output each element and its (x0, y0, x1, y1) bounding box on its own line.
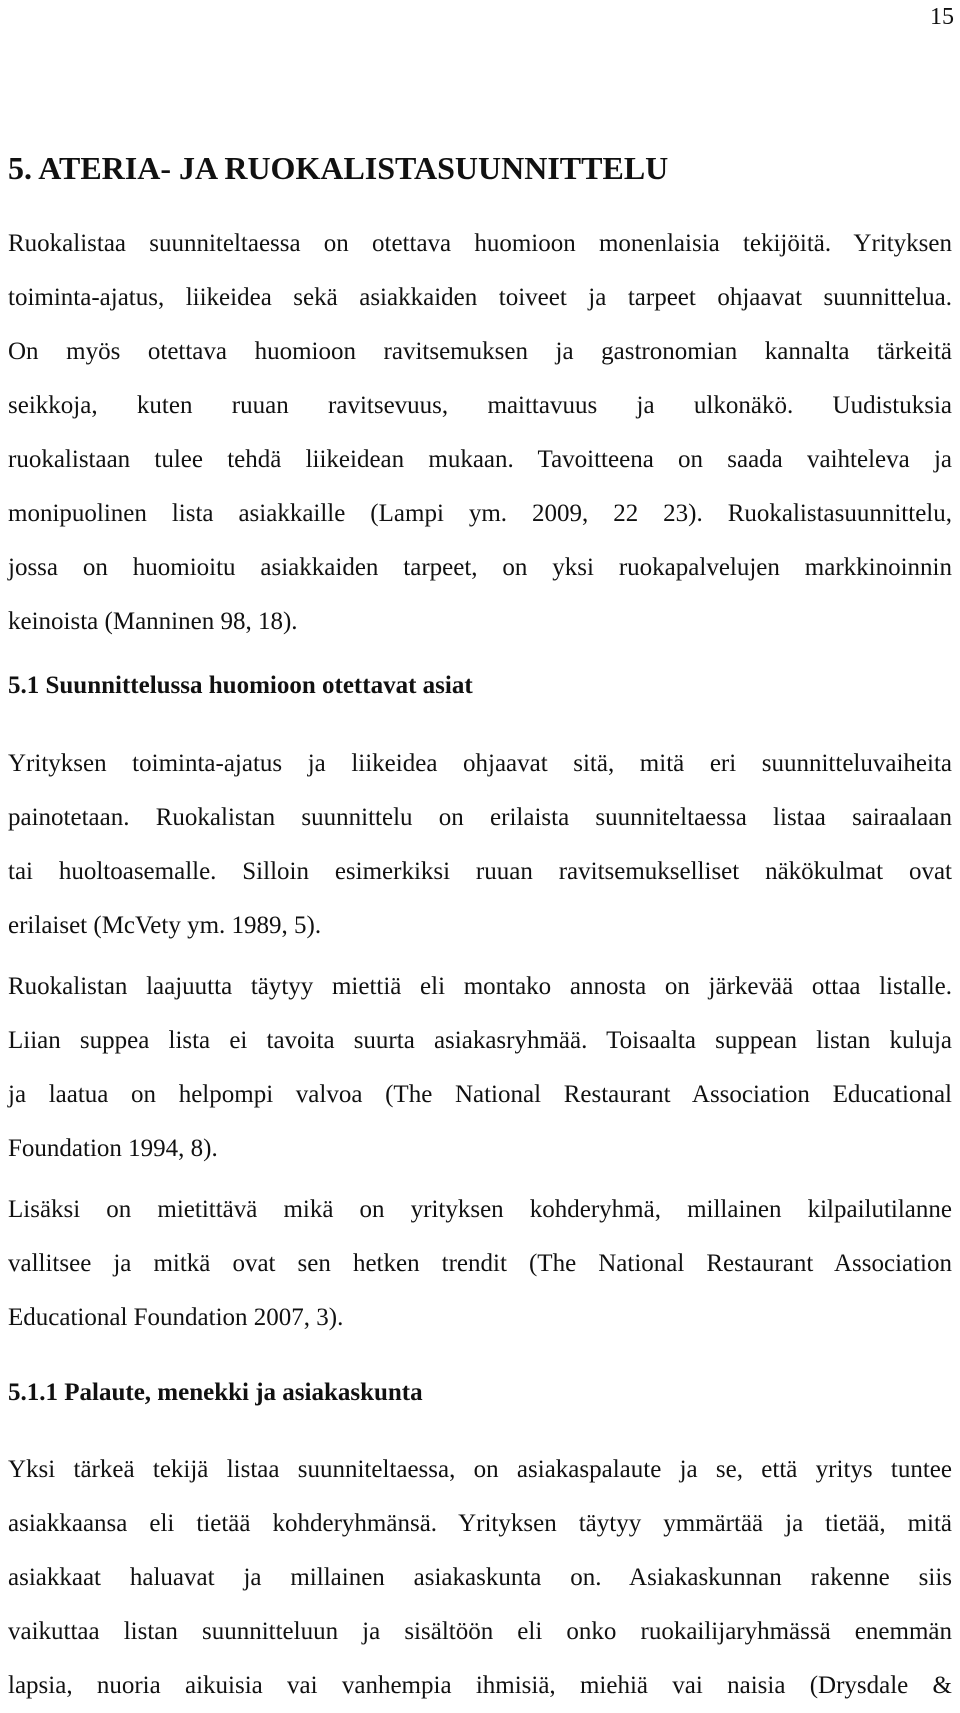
text-line: tai huoltoasemalle. Silloin esimerkiksi ruuan ravitsemukselliset näkökulmat ovat (8, 858, 952, 885)
text-line: erilaiset (McVety ym. 1989, 5). (8, 912, 322, 939)
text-line: ruokalistaan tulee tehdä liikeidean mukaan. Tavoitteena on saada vaihteleva ja (8, 446, 952, 473)
text-line: vallitsee ja mitkä ovat sen hetken trendit (The National Restaurant Association (8, 1250, 952, 1277)
text-line: asiakkaat haluavat ja millainen asiakaskunta on. Asiakaskunnan rakenne siis (8, 1564, 952, 1591)
text-line: On myös otettava huomioon ravitsemuksen ja gastronomian kannalta tärkeitä (8, 338, 952, 365)
text-line: Foundation 1994, 8). (8, 1135, 218, 1162)
text-line: vaikuttaa listan suunnitteluun ja sisältöön eli onko ruokailijaryhmässä enemmän (8, 1618, 952, 1645)
paragraph-feedback (8, 1443, 952, 1713)
subsection-heading: 5.1.1 Palaute, menekki ja asiakaskunta (8, 1379, 423, 1406)
chapter-heading: 5. ATERIA- JA RUOKALISTASUUNNITTELU (8, 150, 669, 186)
text-line: asiakkaansa eli tietää kohderyhmänsä. Yrityksen täytyy ymmärtää ja tietää, mitä (8, 1510, 952, 1537)
text-line: Liian suppea lista ei tavoita suurta asiakasryhmää. Toisaalta suppean listan kuluja (8, 1027, 952, 1054)
text-line: Lisäksi on mietittävä mikä on yrityksen kohderyhmä, millainen kilpailutilanne (8, 1196, 952, 1223)
paragraph-menu-size (8, 960, 952, 1176)
text-line: jossa on huomioitu asiakkaiden tarpeet, on yksi ruokapalvelujen markkinoinnin (8, 554, 952, 581)
text-line: Ruokalistaa suunniteltaessa on otettava huomioon monenlaisia tekijöitä. Yrityksen (8, 230, 952, 257)
paragraph-target-group (8, 1183, 952, 1345)
text-line: seikkoja, kuten ruuan ravitsevuus, maittavuus ja ulkonäkö. Uudistuksia (8, 392, 952, 419)
text-line: monipuolinen lista asiakkaille (Lampi ym. 2009, 22 23). Ruokalistasuunnittelu, (8, 500, 952, 527)
text-line: lapsia, nuoria aikuisia vai vanhempia ihmisiä, miehiä vai naisia (Drysdale & (8, 1672, 952, 1699)
text-line: Educational Foundation 2007, 3). (8, 1304, 344, 1331)
text-line: Yrityksen toiminta-ajatus ja liikeidea ohjaavat sitä, mitä eri suunnitteluvaiheita (8, 750, 952, 777)
text-line: Ruokalistan laajuutta täytyy miettiä eli montako annosta on järkevää ottaa listalle. (8, 973, 952, 1000)
text-line: Yksi tärkeä tekijä listaa suunniteltaessa, on asiakaspalaute ja se, että yritys tuntee (8, 1456, 952, 1483)
text-line: toiminta-ajatus, liikeidea sekä asiakkaiden toiveet ja tarpeet ohjaavat suunnittelua. (8, 284, 952, 311)
section-heading: 5.1 Suunnittelussa huomioon otettavat asiat (8, 672, 473, 699)
paragraph-intro (8, 217, 952, 649)
text-line: ja laatua on helpompi valvoa (The National Restaurant Association Educational (8, 1081, 952, 1108)
page-number: 15 (930, 4, 954, 30)
text-line: keinoista (Manninen 98, 18). (8, 608, 298, 635)
paragraph-planning-focus (8, 737, 952, 953)
text-line: painotetaan. Ruokalistan suunnittelu on erilaista suunniteltaessa listaa sairaalaan (8, 804, 952, 831)
